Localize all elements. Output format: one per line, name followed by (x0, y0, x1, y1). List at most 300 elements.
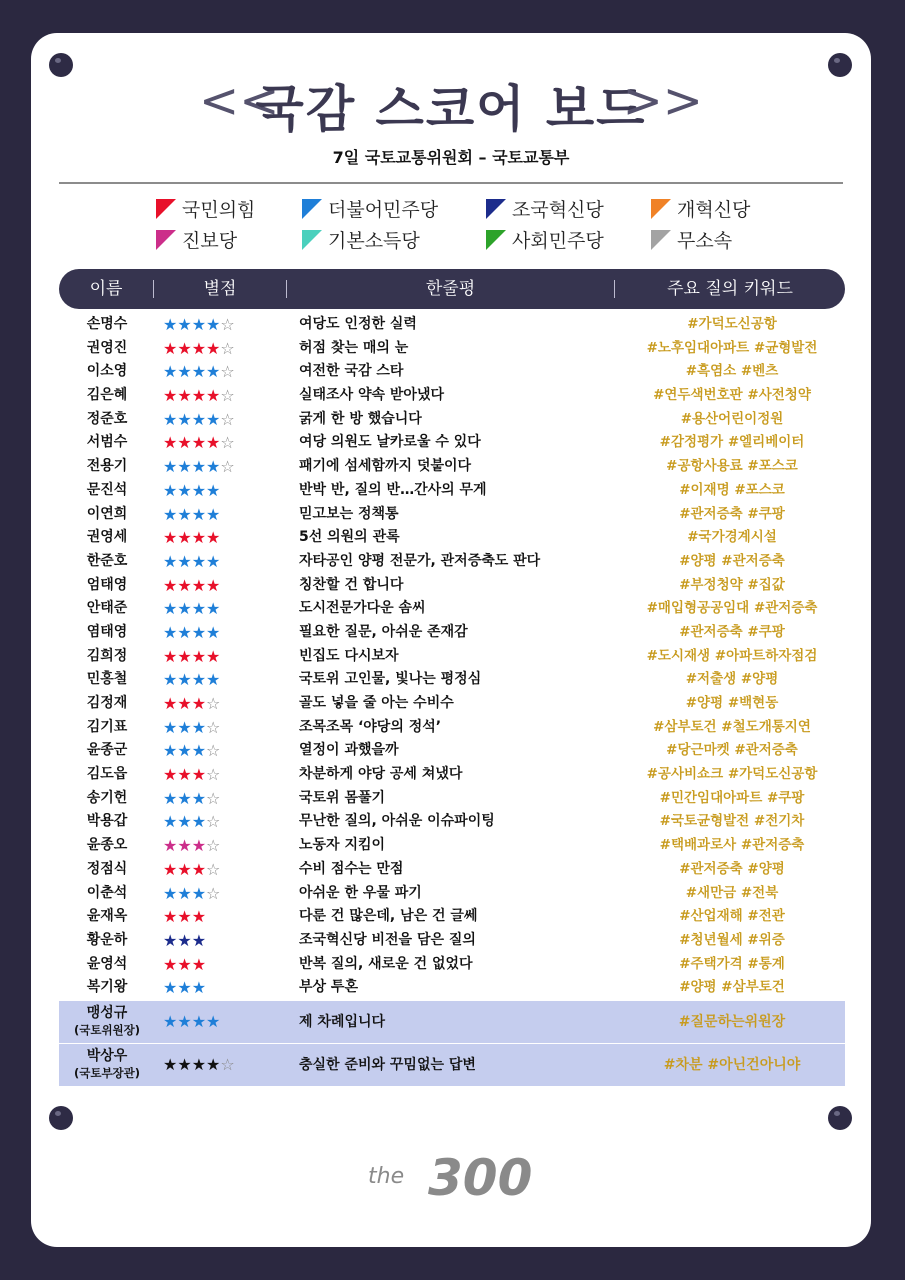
question-keywords: #양평 #삼부토건 (679, 979, 785, 996)
member-name: 김도읍 (86, 766, 128, 783)
svg-text:300: 300 (428, 1149, 533, 1207)
member-name: 정점식 (86, 860, 128, 877)
star-filled-icon: ★ (163, 386, 178, 406)
divider (59, 182, 843, 184)
chevron-left-icon: << (199, 73, 280, 129)
star-empty-icon: ☆ (206, 859, 221, 879)
star-filled-icon: ★ (191, 1011, 207, 1031)
star-filled-icon: ★ (163, 883, 178, 903)
member-name: 권영진 (86, 339, 128, 356)
star-filled-icon: ★ (163, 836, 178, 856)
question-keywords: #매입형공공임대 #관저증축 (646, 600, 818, 617)
star-filled-icon: ★ (163, 646, 178, 666)
star-filled-icon: ★ (163, 812, 178, 832)
member-name: 박상우 (86, 1047, 128, 1064)
star-filled-icon: ★ (163, 1011, 178, 1031)
star-filled-icon: ★ (177, 433, 192, 453)
star-filled-icon: ★ (177, 338, 192, 358)
star-filled-icon: ★ (177, 599, 192, 619)
one-line-review: 믿고보는 정책통 (299, 505, 399, 522)
table-row (59, 716, 845, 740)
legend-marker-icon (156, 230, 176, 250)
star-filled-icon: ★ (177, 315, 192, 334)
question-keywords: #국가경계시설 (687, 529, 777, 546)
star-filled-icon: ★ (206, 480, 221, 500)
question-keywords: #흑염소 #벤츠 (685, 363, 779, 380)
question-keywords: #이재명 #포스코 (679, 481, 785, 498)
star-filled-icon: ★ (163, 575, 178, 595)
star-filled-icon: ★ (163, 504, 178, 524)
star-filled-icon: ★ (191, 788, 207, 808)
one-line-review: 다룬 건 많은데, 남은 건 글쎄 (299, 908, 478, 925)
star-filled-icon: ★ (206, 1011, 221, 1031)
one-line-review: 반박 반, 질의 반…간사의 무게 (299, 481, 487, 498)
member-name: 정준호 (86, 410, 128, 427)
one-line-review: 조국혁신당 비전을 담은 질의 (299, 931, 476, 948)
star-filled-icon: ★ (163, 907, 178, 927)
question-keywords: #노후임대아파트 #균형발전 (646, 339, 818, 356)
table-row (59, 550, 845, 574)
legend-marker-icon (651, 230, 671, 250)
star-filled-icon: ★ (191, 551, 207, 571)
legend-marker-icon (486, 230, 506, 250)
member-name: 김정재 (86, 695, 128, 711)
star-filled-icon: ★ (163, 409, 178, 429)
table-row (59, 431, 845, 455)
table-row (59, 692, 845, 716)
star-filled-icon: ★ (177, 622, 192, 642)
star-empty-icon: ☆ (220, 338, 235, 358)
star-filled-icon: ★ (177, 694, 192, 713)
question-keywords: #가덕도신공항 (687, 316, 777, 332)
star-filled-icon: ★ (191, 646, 207, 666)
member-name: 윤종오 (86, 837, 128, 854)
star-filled-icon: ★ (163, 954, 178, 974)
star-filled-icon: ★ (177, 788, 192, 808)
star-filled-icon: ★ (177, 717, 192, 737)
star-filled-icon: ★ (206, 528, 221, 548)
question-keywords: #산업재해 #전관 (679, 908, 785, 925)
table-row (59, 526, 845, 550)
question-keywords: #연두색번호판 #사전청약 (653, 387, 811, 404)
star-filled-icon: ★ (206, 386, 221, 406)
star-filled-icon: ★ (177, 480, 192, 500)
member-name: 민홍철 (86, 671, 128, 688)
star-rating (163, 574, 220, 598)
member-name: 염태영 (86, 623, 128, 640)
one-line-review: 여당 의원도 날카로울 수 있다 (299, 434, 481, 451)
star-rating (163, 479, 220, 503)
star-rating (163, 408, 235, 432)
question-keywords: #도시재생 #아파트하자점검 (646, 647, 818, 664)
star-filled-icon: ★ (191, 409, 207, 429)
star-rating (163, 810, 220, 834)
star-filled-icon: ★ (177, 930, 192, 950)
member-name: 문진석 (86, 481, 128, 498)
question-keywords: #양평 #관저증축 (679, 552, 785, 569)
star-filled-icon: ★ (177, 362, 192, 382)
legend-item (486, 228, 604, 254)
table-row (59, 834, 845, 858)
star-filled-icon: ★ (177, 812, 192, 832)
table-row (59, 787, 845, 811)
table-row (59, 882, 845, 906)
star-filled-icon: ★ (191, 765, 207, 785)
star-rating (163, 1044, 235, 1086)
question-keywords: #택배과로사 #관저증축 (659, 837, 805, 854)
question-keywords: #새만금 #전북 (685, 884, 779, 901)
star-rating (163, 668, 220, 692)
question-keywords: #청년월세 #위증 (679, 931, 785, 948)
one-line-review: 실태조사 약속 받아냈다 (299, 387, 444, 404)
chevron-right-icon: >> (622, 73, 703, 129)
star-filled-icon: ★ (177, 954, 192, 974)
star-filled-icon: ★ (191, 836, 207, 856)
table-row (59, 929, 845, 953)
star-filled-icon: ★ (206, 646, 221, 666)
legend-item (651, 197, 750, 223)
table-row (59, 905, 845, 929)
question-keywords: #당근마켓 #관저증축 (666, 742, 798, 759)
table-row (59, 337, 845, 361)
one-line-review: 수비 점수는 만점 (299, 860, 404, 877)
question-keywords: #용산어린이정원 (680, 410, 784, 427)
star-filled-icon: ★ (191, 504, 207, 524)
star-filled-icon: ★ (177, 504, 192, 524)
star-rating (163, 953, 206, 977)
header-name: 이름 (89, 279, 123, 299)
legend-label: 개혁신당 (677, 199, 751, 221)
header-stars: 별점 (203, 279, 237, 299)
legend-item (156, 197, 255, 223)
star-rating (163, 597, 220, 621)
table-row (59, 621, 845, 645)
title-row (31, 69, 871, 139)
legend-label: 진보당 (182, 230, 238, 252)
star-empty-icon: ☆ (220, 457, 235, 477)
star-filled-icon: ★ (177, 1011, 192, 1031)
star-filled-icon: ★ (191, 457, 207, 477)
one-line-review: 무난한 질의, 아쉬운 이슈파이팅 (299, 813, 495, 830)
one-line-review: 충실한 준비와 꾸밈없는 답변 (299, 1056, 476, 1073)
legend-item (302, 197, 438, 223)
star-empty-icon: ☆ (220, 362, 235, 382)
header-comment: 한줄평 (425, 279, 476, 299)
question-keywords: #공사비쇼크 #가덕도신공항 (646, 766, 818, 783)
table-header (59, 269, 845, 309)
member-name: 송기헌 (86, 789, 128, 806)
question-keywords: #관저증축 #쿠팡 (679, 623, 785, 640)
one-line-review: 자타공인 양평 전문가, 관저증축도 판다 (299, 552, 541, 569)
table-row (59, 739, 845, 763)
star-filled-icon: ★ (206, 1054, 221, 1074)
star-filled-icon: ★ (163, 930, 178, 950)
table-row (59, 645, 845, 669)
star-filled-icon: ★ (163, 315, 178, 334)
star-rating (163, 360, 235, 384)
star-filled-icon: ★ (163, 457, 178, 477)
star-filled-icon: ★ (191, 907, 207, 927)
star-empty-icon: ☆ (206, 694, 221, 713)
star-filled-icon: ★ (163, 433, 178, 453)
star-empty-icon: ☆ (220, 315, 235, 334)
star-filled-icon: ★ (206, 670, 221, 690)
star-empty-icon: ☆ (220, 386, 235, 406)
star-rating (163, 787, 220, 811)
legend-label: 국민의힘 (182, 199, 256, 221)
star-filled-icon: ★ (177, 551, 192, 571)
star-filled-icon: ★ (206, 315, 221, 334)
star-filled-icon: ★ (177, 765, 192, 785)
star-empty-icon: ☆ (220, 1054, 235, 1074)
table-row (59, 384, 845, 408)
star-rating (163, 455, 235, 479)
star-rating (163, 882, 220, 906)
star-rating (163, 526, 220, 550)
member-name: 윤종군 (86, 742, 128, 759)
question-keywords: #민간임대아파트 #쿠팡 (659, 789, 805, 806)
party-legend (156, 197, 756, 257)
star-filled-icon: ★ (177, 907, 192, 927)
legend-label: 무소속 (677, 230, 733, 252)
page-title: 국감 스코어 보드 (255, 80, 647, 138)
star-filled-icon: ★ (163, 1054, 178, 1074)
star-filled-icon: ★ (191, 717, 207, 737)
table-row (59, 858, 845, 882)
table-row (59, 503, 845, 527)
question-keywords: #양평 #백현동 (685, 695, 779, 711)
star-filled-icon: ★ (177, 883, 192, 903)
star-filled-icon: ★ (163, 717, 178, 737)
star-filled-icon: ★ (177, 646, 192, 666)
one-line-review: 굵게 한 방 했습니다 (299, 410, 422, 427)
star-rating (163, 739, 220, 763)
svg-text:the: the (368, 1164, 405, 1189)
star-filled-icon: ★ (177, 1054, 192, 1074)
star-rating (163, 431, 235, 455)
star-filled-icon: ★ (191, 528, 207, 548)
star-filled-icon: ★ (163, 362, 178, 382)
star-filled-icon: ★ (191, 1054, 207, 1074)
one-line-review: 반복 질의, 새로운 건 없었다 (299, 955, 473, 972)
legend-marker-icon (651, 199, 671, 219)
member-name: 윤재옥 (86, 908, 128, 925)
star-filled-icon: ★ (163, 551, 178, 571)
legend-item (302, 228, 420, 254)
star-rating (163, 858, 220, 882)
question-keywords: #삼부토건 #철도개통지연 (653, 718, 811, 735)
star-filled-icon: ★ (191, 978, 207, 998)
legend-item (486, 197, 604, 223)
legend-label: 더불어민주당 (328, 199, 439, 221)
star-filled-icon: ★ (163, 622, 178, 642)
star-rating (163, 337, 235, 361)
star-filled-icon: ★ (191, 812, 207, 832)
star-filled-icon: ★ (191, 433, 207, 453)
star-filled-icon: ★ (163, 599, 178, 619)
star-filled-icon: ★ (191, 741, 207, 761)
question-keywords: #공항사용료 #포스코 (666, 458, 798, 475)
star-rating (163, 550, 220, 574)
star-filled-icon: ★ (163, 338, 178, 358)
star-filled-icon: ★ (163, 765, 178, 785)
star-filled-icon: ★ (163, 978, 178, 998)
star-rating (163, 716, 220, 740)
member-name: 서범수 (86, 434, 128, 451)
question-keywords: #관저증축 #쿠팡 (679, 505, 785, 522)
highlighted-row (59, 1043, 845, 1086)
star-filled-icon: ★ (191, 386, 207, 406)
one-line-review: 차분하게 야당 공세 쳐냈다 (299, 766, 463, 783)
star-filled-icon: ★ (163, 859, 178, 879)
star-filled-icon: ★ (177, 575, 192, 595)
legend-label: 사회민주당 (512, 230, 604, 252)
one-line-review: 여당도 인정한 실력 (299, 316, 417, 332)
one-line-review: 칭찬할 건 합니다 (299, 576, 404, 593)
star-filled-icon: ★ (206, 433, 221, 453)
one-line-review: 도시전문가다운 솜씨 (299, 600, 426, 617)
star-filled-icon: ★ (206, 338, 221, 358)
member-name: 이춘석 (86, 884, 128, 901)
one-line-review: 부상 투혼 (299, 979, 358, 996)
header-keywords: 주요 질의 키워드 (667, 279, 793, 299)
question-keywords: #차분 #아닌건아니야 (663, 1056, 801, 1073)
member-name: 박용갑 (86, 813, 128, 830)
member-name: 김은혜 (86, 387, 128, 404)
star-filled-icon: ★ (191, 315, 207, 334)
star-filled-icon: ★ (191, 599, 207, 619)
star-filled-icon: ★ (191, 575, 207, 595)
one-line-review: 필요한 질문, 아쉬운 존재감 (299, 623, 468, 640)
star-rating (163, 384, 235, 408)
star-rating (163, 645, 220, 669)
star-filled-icon: ★ (191, 883, 207, 903)
star-filled-icon: ★ (177, 386, 192, 406)
star-rating (163, 905, 206, 929)
one-line-review: 노동자 지킴이 (299, 837, 386, 854)
table-row (59, 479, 845, 503)
star-filled-icon: ★ (206, 362, 221, 382)
one-line-review: 패기에 섬세함까지 덧붙이다 (299, 458, 472, 475)
one-line-review: 제 차례입니다 (299, 1013, 386, 1030)
star-rating (163, 313, 235, 337)
scoreboard-card (31, 33, 871, 1247)
legend-marker-icon (156, 199, 176, 219)
table-row (59, 810, 845, 834)
star-filled-icon: ★ (191, 338, 207, 358)
star-rating (163, 763, 220, 787)
star-rating (163, 621, 220, 645)
star-rating (163, 834, 220, 858)
member-name: 김희정 (86, 647, 128, 664)
member-name: 이연희 (86, 505, 128, 522)
pin-icon (49, 1106, 73, 1130)
one-line-review: 5선 의원의 관록 (299, 529, 400, 546)
star-filled-icon: ★ (191, 694, 207, 713)
member-name: 황운하 (86, 931, 128, 948)
star-rating (163, 503, 220, 527)
star-empty-icon: ☆ (206, 717, 221, 737)
question-keywords: #주택가격 #통계 (679, 955, 785, 972)
member-name: 김기표 (86, 718, 128, 735)
star-empty-icon: ☆ (220, 433, 235, 453)
member-name-block (59, 1048, 155, 1082)
question-keywords: #부정청약 #집값 (679, 576, 785, 593)
table-row (59, 976, 845, 1000)
star-filled-icon: ★ (206, 457, 221, 477)
star-filled-icon: ★ (177, 528, 192, 548)
star-filled-icon: ★ (191, 859, 207, 879)
member-name: 윤영석 (86, 955, 128, 972)
star-filled-icon: ★ (163, 788, 178, 808)
one-line-review: 국토위 고인물, 빛나는 평정심 (299, 671, 482, 688)
star-filled-icon: ★ (177, 457, 192, 477)
member-name: 권영세 (86, 529, 128, 546)
star-empty-icon: ☆ (220, 409, 235, 429)
star-filled-icon: ★ (191, 362, 207, 382)
star-filled-icon: ★ (177, 978, 192, 998)
question-keywords: #관저증축 #양평 (679, 860, 785, 877)
star-empty-icon: ☆ (206, 883, 221, 903)
star-filled-icon: ★ (163, 480, 178, 500)
table-row (59, 313, 845, 337)
member-name: 안태준 (86, 600, 128, 617)
star-filled-icon: ★ (177, 836, 192, 856)
star-empty-icon: ☆ (206, 836, 221, 856)
legend-label: 조국혁신당 (512, 199, 604, 221)
one-line-review: 아쉬운 한 우물 파기 (299, 884, 422, 901)
star-filled-icon: ★ (177, 741, 192, 761)
star-filled-icon: ★ (206, 504, 221, 524)
star-rating (163, 929, 206, 953)
star-filled-icon: ★ (206, 599, 221, 619)
member-name: 전용기 (86, 458, 128, 475)
star-filled-icon: ★ (163, 741, 178, 761)
star-rating (163, 1001, 220, 1043)
one-line-review: 허점 찾는 매의 눈 (299, 339, 409, 356)
table-row (59, 668, 845, 692)
star-filled-icon: ★ (191, 954, 207, 974)
the300-logo (366, 1133, 546, 1213)
one-line-review: 빈집도 다시보자 (299, 647, 399, 664)
page-subtitle: 7일 국토교통위원회 – 국토교통부 (332, 148, 570, 167)
star-filled-icon: ★ (191, 480, 207, 500)
table-row (59, 574, 845, 598)
star-rating (163, 692, 220, 716)
star-filled-icon: ★ (177, 670, 192, 690)
star-filled-icon: ★ (206, 551, 221, 571)
legend-item (651, 228, 732, 254)
table-row (59, 953, 845, 977)
member-name: 복기왕 (86, 979, 128, 996)
table-row (59, 408, 845, 432)
question-keywords: #국토균형발전 #전기차 (659, 813, 805, 830)
star-filled-icon: ★ (177, 859, 192, 879)
star-filled-icon: ★ (191, 670, 207, 690)
question-keywords: #질문하는위원장 (678, 1013, 786, 1030)
star-filled-icon: ★ (163, 528, 178, 548)
legend-item (156, 228, 237, 254)
one-line-review: 국토위 몸풀기 (299, 789, 386, 806)
question-keywords: #감정평가 #엘리베이터 (659, 434, 805, 451)
star-empty-icon: ☆ (206, 788, 221, 808)
pin-icon (828, 1106, 852, 1130)
star-filled-icon: ★ (163, 694, 178, 713)
member-name: 손명수 (86, 316, 128, 332)
table-row (59, 763, 845, 787)
member-name: 이소영 (86, 363, 128, 380)
star-filled-icon: ★ (191, 622, 207, 642)
